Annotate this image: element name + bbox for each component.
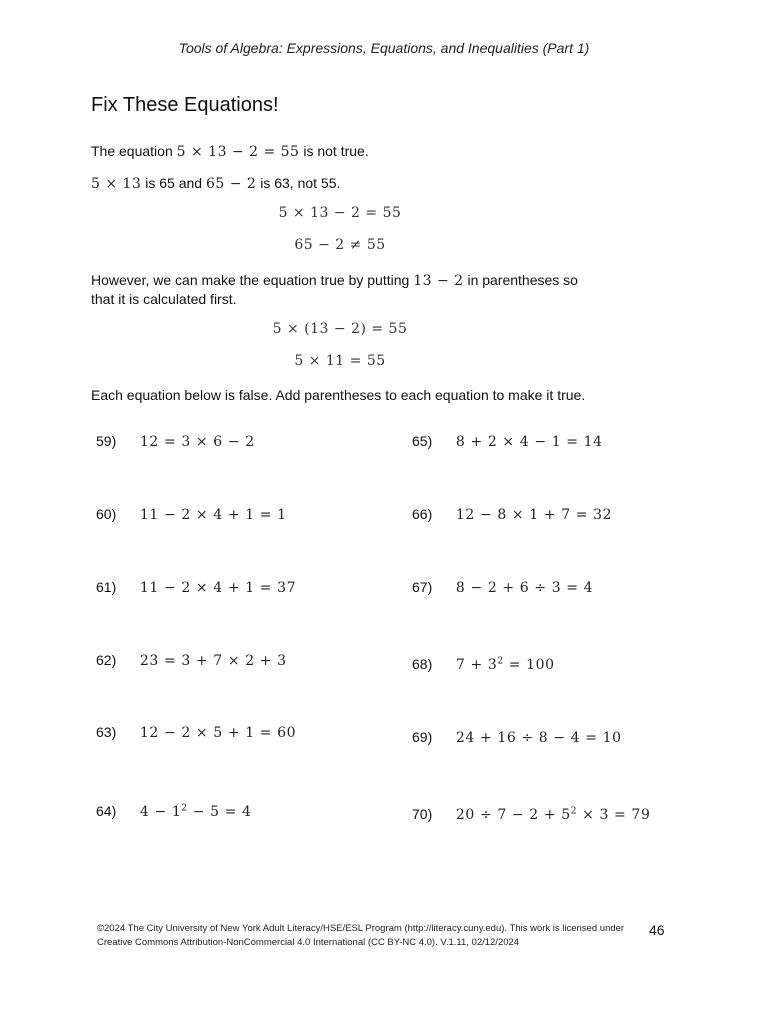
problem-equation: 11 − 2 × 4 + 1 = 37 bbox=[139, 580, 297, 596]
problem-69 bbox=[412, 729, 622, 746]
equation-part: = 100 bbox=[503, 657, 555, 673]
intro-equation: 5 × 13 bbox=[91, 176, 142, 192]
problem-number: 62) bbox=[96, 652, 117, 668]
problem-equation: 12 − 8 × 1 + 7 = 32 bbox=[455, 507, 613, 523]
copyright-footer: ©2024 The City University of New York Adult Literacy/HSE/ESL Program (http://literacy.cuny.edu). This work is licensed under Creative Commons Attribution-NonCommercial 4.0 International (CC BY-NC 4.0). V.1.11, 02/12/2024 bbox=[97, 923, 625, 948]
problem-equation: 8 − 2 + 6 ÷ 3 = 4 bbox=[455, 580, 594, 596]
problem-number: 63) bbox=[96, 724, 117, 740]
intro-text: is 63, not 55. bbox=[260, 175, 341, 191]
problem-70 bbox=[412, 806, 650, 823]
problem-equation: 23 = 3 + 7 × 2 + 3 bbox=[139, 653, 287, 669]
problem-61 bbox=[96, 579, 296, 596]
problem-equation: 11 − 2 × 4 + 1 = 1 bbox=[139, 507, 287, 523]
problem-66 bbox=[412, 506, 612, 523]
explanation-equation: 13 − 2 bbox=[413, 273, 464, 289]
problem-equation: 8 + 2 × 4 − 1 = 14 bbox=[455, 434, 603, 450]
explanation-text: However, we can make the equation true by putting bbox=[91, 272, 410, 288]
problem-number: 59) bbox=[96, 433, 117, 449]
example2-equation: 5 × (13 − 2) = 55 bbox=[272, 321, 408, 337]
equation-part: − 5 = 4 bbox=[187, 804, 252, 820]
problem-equation: 12 − 2 × 5 + 1 = 60 bbox=[139, 725, 297, 741]
explanation bbox=[91, 271, 591, 308]
problem-equation: 24 + 16 ÷ 8 − 4 = 10 bbox=[455, 730, 622, 746]
problem-number: 66) bbox=[412, 506, 433, 522]
intro-equation: 65 − 2 bbox=[205, 176, 257, 192]
intro-text: is 65 and bbox=[145, 175, 203, 191]
page-header: Tools of Algebra: Expressions, Equations, and Inequalities (Part 1) bbox=[178, 40, 590, 56]
problem-64 bbox=[96, 803, 252, 820]
intro-equation: 5 × 13 − 2 = 55 bbox=[176, 144, 300, 160]
page-title: Fix These Equations! bbox=[91, 94, 279, 116]
problem-62 bbox=[96, 652, 287, 669]
problem-number: 69) bbox=[412, 729, 433, 745]
problem-equation bbox=[456, 657, 555, 673]
problem-number: 61) bbox=[96, 579, 117, 595]
exponent: 2 bbox=[181, 803, 188, 814]
problem-equation bbox=[140, 804, 252, 820]
problem-number: 60) bbox=[96, 506, 117, 522]
exponent: 2 bbox=[497, 656, 504, 667]
problem-65 bbox=[412, 433, 603, 450]
page-number: 46 bbox=[649, 922, 665, 938]
problem-68 bbox=[412, 656, 555, 673]
explanation-text: in parentheses so that it is calculated first. bbox=[91, 272, 578, 307]
instructions: Each equation below is false. Add parentheses to each equation to make it true. bbox=[91, 387, 586, 403]
problem-number: 67) bbox=[412, 579, 433, 595]
example2-equation: 5 × 11 = 55 bbox=[294, 353, 386, 369]
example1-equation: 65 − 2 ≠ 55 bbox=[294, 237, 386, 253]
equation-part: 7 + 3 bbox=[455, 657, 498, 673]
exponent: 2 bbox=[570, 806, 578, 817]
problem-number: 64) bbox=[96, 803, 117, 819]
problem-number: 68) bbox=[412, 656, 433, 672]
problem-63 bbox=[96, 724, 296, 741]
intro-text: is not true. bbox=[303, 143, 369, 159]
problem-number: 65) bbox=[412, 433, 433, 449]
problem-number: 70) bbox=[412, 806, 433, 822]
problem-59 bbox=[96, 433, 255, 450]
problem-equation bbox=[456, 807, 651, 823]
problem-60 bbox=[96, 506, 287, 523]
problem-equation: 12 = 3 × 6 − 2 bbox=[139, 434, 255, 450]
equation-part: 20 ÷ 7 − 2 + 5 bbox=[455, 807, 571, 823]
problem-67 bbox=[412, 579, 593, 596]
example1-equation: 5 × 13 − 2 = 55 bbox=[278, 205, 402, 221]
intro-line-1 bbox=[91, 142, 611, 161]
equation-part: × 3 = 79 bbox=[577, 807, 651, 823]
intro-text: The equation bbox=[91, 143, 173, 159]
intro-line-2 bbox=[91, 174, 611, 193]
equation-part: 4 − 1 bbox=[139, 804, 182, 820]
